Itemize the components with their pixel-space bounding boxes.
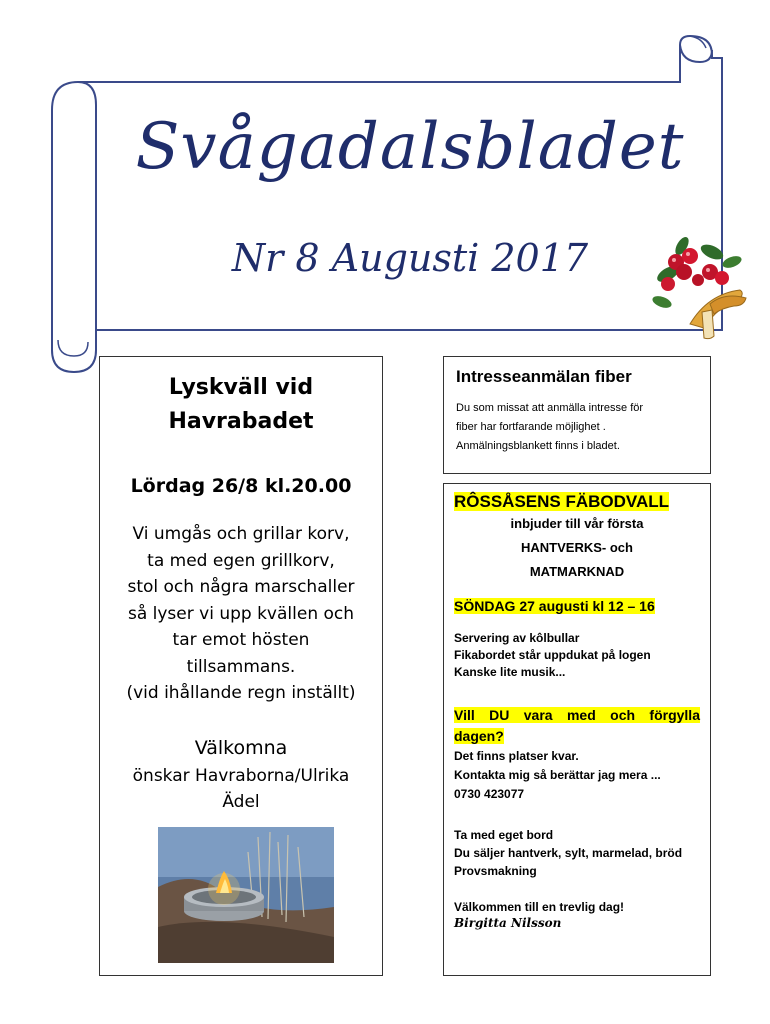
article-signature: önskar Havraborna/Ulrika Ädel (132, 765, 350, 812)
article-body: Vi umgås och grillar korv, ta med egen grillkorv, stol och några marschaller så lyser vi upp kvällen och tar emot hösten tillsammans. (vid ihållande regn inställt) (126, 524, 356, 703)
market-invite: inbjuder till vår första HANTVERKS- och MATMARKNAD (510, 516, 644, 579)
market-signer: Birgitta Nilsson (454, 916, 562, 930)
market-question: Vill DU vara med och förgylla dagen? (454, 707, 700, 744)
lingonberry-mushroom-illustration (648, 232, 750, 340)
market-contact: Det finns platser kvar. Kontakta mig så berättar jag mera ... 0730 423077 (454, 749, 661, 801)
market-date: SÖNDAG 27 augusti kl 12 – 16 (454, 598, 655, 614)
issue-date: Nr 8 Augusti 2017 (231, 236, 589, 280)
welcome-text: Välkomna (194, 736, 288, 759)
market-announcement (443, 483, 711, 976)
newsletter-title: Svågadalsbladet (135, 110, 685, 184)
candle-photo (158, 827, 334, 963)
market-closing: Välkommen till en trevlig dag! (454, 900, 625, 914)
event-date: Lördag 26/8 kl.20.00 (130, 475, 352, 497)
fiber-body: Du som missat att anmälla intresse för fiber har fortfarande möjlighet . Anmälningsblankett finns i bladet. (456, 402, 644, 452)
fiber-title: Intresseanmälan fiber (456, 367, 632, 386)
market-info: Servering av kôlbullar Fikabordet står uppdukat på logen Kanske lite musik... (454, 631, 651, 679)
article-title: Lyskväll vid Havrabadet (168, 375, 314, 434)
market-title: RÔSSÅSENS FÄBODVALL (454, 492, 670, 511)
lyskvall-article (99, 356, 383, 976)
market-bring: Ta med eget bord Du säljer hantverk, sylt, marmelad, bröd Provsmakning (454, 828, 683, 878)
fiber-notice (443, 356, 711, 474)
